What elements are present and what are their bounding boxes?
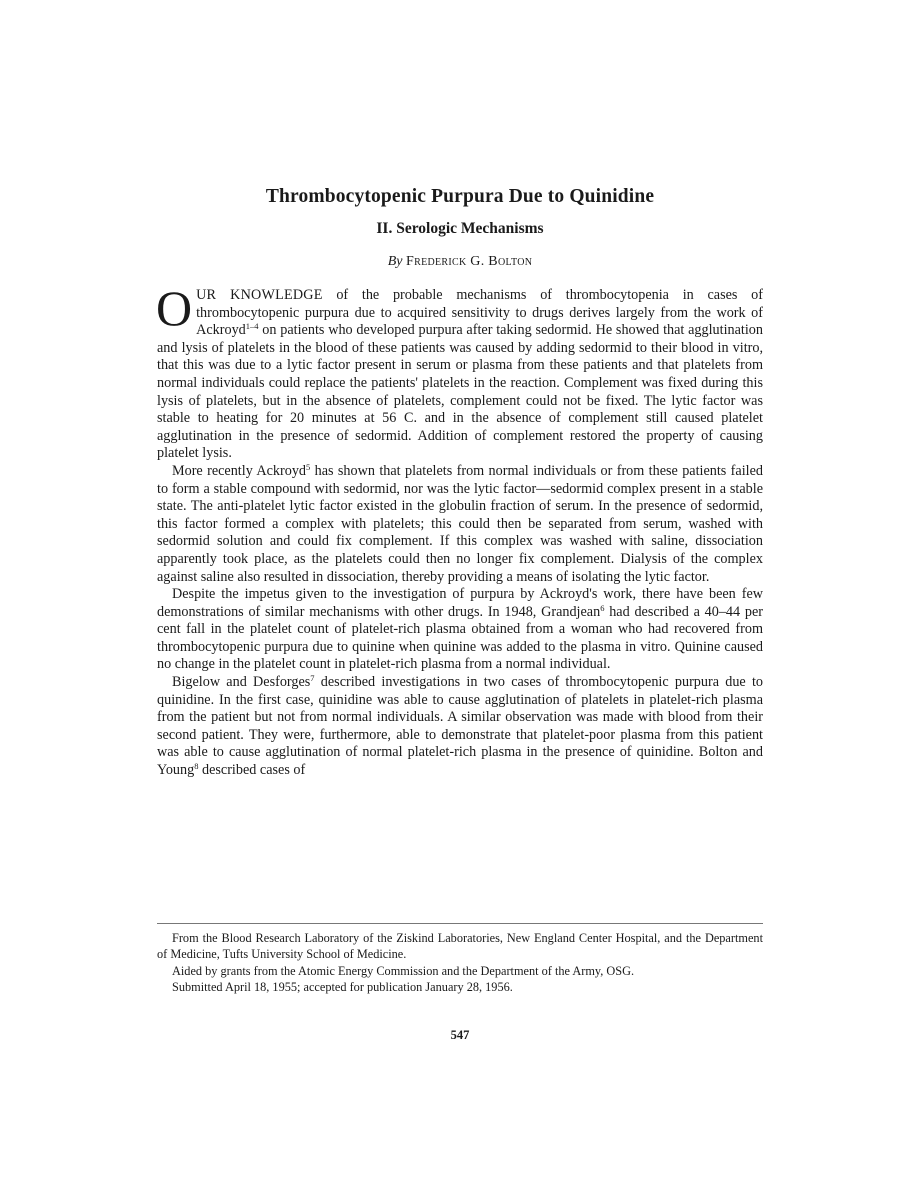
footnote-funding: Aided by grants from the Atomic Energy Commission and the Department of the Army, OSG. bbox=[172, 963, 635, 978]
byline-by: By bbox=[387, 254, 403, 269]
paragraph-text: had described a 40–44 per cent fall in the platelet count of platelet-rich plasma obtained from a woman who had recovered from thrombocytopenic purpura due to quinine when quinine was added to the plasma in vitro. Quinine caused no change in the platelet count in platelet-rich plasma from a normal individual. bbox=[157, 603, 763, 673]
lead-in-caps: UR KNOWLEDGE bbox=[196, 287, 323, 303]
paragraph-text: More recently Ackroyd bbox=[172, 462, 307, 479]
byline bbox=[157, 254, 763, 270]
paragraph-3 bbox=[157, 586, 763, 674]
citation-superscript: 6 bbox=[600, 602, 605, 613]
paragraph-text: Bigelow and Desforges bbox=[172, 674, 311, 691]
paragraph-text: on patients who developed purpura after taking sedormid. He showed that agglutination and lysis of platelets in the blood of these patients was caused by adding sedormid to their blood in vitro, that this was due to a lytic factor present in serum or plasma from these patients and that platelets from normal individuals could replace the patients' platelets in the reaction. Complement was fixed during this lysis of platelets, but in the absence of platelets, complement could not be fixed. The lytic factor was stable to heating for 20 minutes at 56 C. and in the absence of complement still caused platelet agglutination in the presence of sedormid. Addition of complement restored the property of causing platelet lysis. bbox=[157, 322, 763, 462]
footnote-divider bbox=[157, 923, 763, 924]
article-body bbox=[156, 280, 763, 780]
paragraph-text: of the probable mechanisms of thrombocytopenia in cases of thrombocytopenic purpura due to acquired sensitivity to drugs derives largely from the work of Ackroyd bbox=[196, 287, 763, 339]
footnote-affiliation: From the Blood Research Laboratory of the Ziskind Laboratories, New England Center Hospital, and the Department of Medicine, Tufts University School of Medicine. bbox=[157, 931, 763, 962]
paragraph-text: has shown that platelets from normal individuals or from these patients failed to form a stable compound with sedormid, nor was the lytic factor—sedormid complex present in a stable state. The anti-platelet lytic factor existed in the globulin fraction of serum. In the presence of sedormid, this factor formed a complex with platelets; this could then be separated from serum, washed with sedormid solution and could fix complement. If this complex was washed with saline, dissociation apparently took place, as the platelets could then no longer fix complement. Dialysis of the complex against saline also resulted in dissociation, thereby providing a means of isolating the lytic factor. bbox=[157, 462, 763, 585]
paragraph-1 bbox=[156, 280, 763, 463]
drop-cap: O bbox=[156, 280, 193, 336]
citation-superscript: 8 bbox=[194, 761, 199, 772]
paragraph-text: described cases of bbox=[198, 762, 306, 779]
citation-superscript: 5 bbox=[306, 461, 311, 472]
footnote-submission-dates: Submitted April 18, 1955; accepted for publication January 28, 1956. bbox=[172, 980, 513, 995]
paragraph-text: described investigations in two cases of thrombocytopenic purpura due to quinidine. In the first case, quinidine was able to cause agglutination of platelets in platelet-rich plasma from the patient but not from normal individuals. A similar observation was made with blood from their second patient. They were, furthermore, able to demonstrate that platelet-poor plasma from this patient was able to cause agglutination of normal platelet-rich plasma in the presence of quinidine. Bolton and Young bbox=[157, 674, 763, 779]
article-title: Thrombocytopenic Purpura Due to Quinidine bbox=[265, 186, 655, 207]
footnotes bbox=[157, 930, 763, 996]
citation-superscript: 1–4 bbox=[245, 321, 259, 332]
paragraph-2 bbox=[157, 463, 763, 586]
article-subtitle: II. Serologic Mechanisms bbox=[376, 220, 544, 237]
page-number: 547 bbox=[450, 1028, 470, 1042]
paragraph-text: Despite the impetus given to the investigation of purpura by Ackroyd's work, there have been few demonstrations of similar mechanisms with other drugs. In 1948, Grandjean bbox=[157, 586, 763, 620]
paragraph-4 bbox=[157, 674, 763, 780]
citation-superscript: 7 bbox=[310, 673, 315, 684]
author-name: Frederick G. Bolton bbox=[406, 254, 533, 269]
